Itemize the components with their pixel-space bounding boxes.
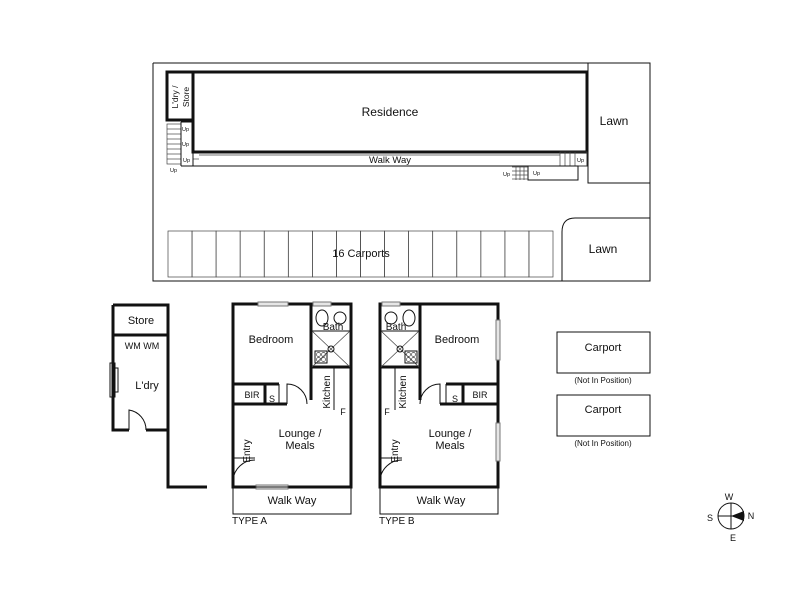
type-b-label: TYPE B [379,516,415,527]
up-label-4: Up [170,168,178,174]
carport-bay [216,231,240,277]
meals-label: Meals [285,440,315,452]
s-label: S [268,394,276,404]
carport-bay [481,231,505,277]
compass-e: E [729,533,737,543]
store-label: Store [127,315,155,327]
carports-label: 16 Carports [332,248,390,260]
carport-bay [168,231,192,277]
unit-type-a [232,302,351,527]
wm-label: WM WM [124,341,160,351]
compass-s: S [706,513,714,523]
up-label-6: Up [503,172,511,178]
carport-1-label: Carport [584,342,622,354]
outbuilding [110,305,207,487]
walkway-label-b: Walk Way [416,495,466,507]
bir-label: BIR [244,390,260,400]
lawn-top-label: Lawn [599,114,629,128]
carport-bay [457,231,481,277]
walkway-label: Walk Way [368,155,412,166]
bath-label: Bath [385,322,407,333]
laundry-label: L'dry [135,380,159,392]
carport-bay [433,231,457,277]
up-label-2: Up [182,142,190,148]
lounge-label: Lounge / [278,428,322,440]
lawn-bottom-label: Lawn [588,242,618,256]
fridge-label: F [340,407,346,417]
up-label-1: Up [182,127,190,133]
lounge-label: Lounge / [428,428,472,440]
carport-detached-1 [557,332,650,385]
carport-bay [264,231,288,277]
carport-detached-2 [557,395,650,448]
site-laundry-label-1: L'dry / [170,85,180,109]
compass-n: N [747,511,755,521]
bir-label: BIR [472,390,488,400]
carport-1-note: (Not In Position) [574,376,632,385]
up-label-5: Up [577,158,585,164]
type-a-label: TYPE A [232,516,268,527]
carport-2-note: (Not In Position) [574,439,632,448]
up-label-3: Up [183,158,191,164]
carport-2-label: Carport [584,404,622,416]
site-plan [153,63,650,281]
entry-label: Entry [390,439,401,463]
fridge-label: F [384,407,390,417]
up-label-7: Up [533,171,541,177]
unit-type-b [379,302,500,527]
carport-bay [529,231,553,277]
carport-bay [505,231,529,277]
site-laundry-label-2: Store [181,86,191,108]
entry-label: Entry [242,439,253,463]
walkway-label-a: Walk Way [267,495,317,507]
kitchen-label: Kitchen [398,375,409,409]
carport-bay [240,231,264,277]
carport-bay [288,231,312,277]
laundry-door [129,410,146,430]
meals-label: Meals [435,440,465,452]
bath-label: Bath [322,322,344,333]
residence-label: Residence [361,105,419,119]
bedroom-label: Bedroom [248,334,294,346]
bedroom-label: Bedroom [434,334,480,346]
carport-bay [409,231,433,277]
site-boundary [153,63,650,281]
kitchen-label: Kitchen [322,375,333,409]
compass-icon [707,492,754,543]
compass-w: W [724,492,734,502]
carport-bay [192,231,216,277]
s-label: S [451,394,459,404]
